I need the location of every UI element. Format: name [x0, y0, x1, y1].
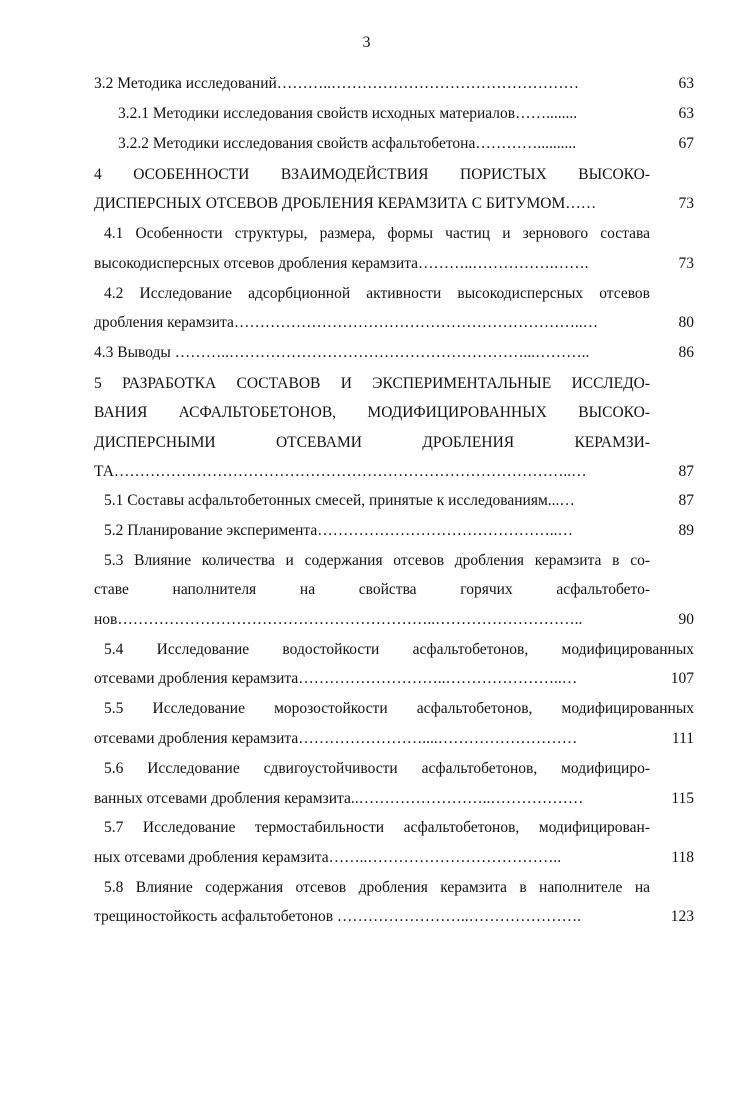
toc-entry-4-3-line-1: 4.3 Выводы ………..…………………………………………………...………..	[94, 344, 590, 361]
toc-entry-5-3-page: 90	[678, 611, 694, 628]
toc-entry-4-line-2: ДИСПЕРСНЫХ ОТСЕВОВ ДРОБЛЕНИЯ КЕРАМЗИТА С БИТУМОМ……	[94, 195, 597, 212]
toc-entry-5-8-line-1: 5.8 Влияние содержания отсевов дробления керамзита в наполнителе на	[104, 879, 650, 896]
toc-entry-5-line-2: ВАНИЯ АСФАЛЬТОБЕТОНОВ, МОДИФИЦИРОВАННЫХ ВЫСОКО-	[94, 404, 650, 421]
toc-entry-4-page: 73	[678, 195, 694, 212]
toc-entry-4-1-page: 73	[678, 255, 694, 272]
toc-entry-5-6-line-2: ванных отсевами дробления керамзита..……………………..………………	[94, 790, 584, 807]
toc-entry-5-5-line-1: 5.5 Исследование морозостойкости асфальтобетонов, модифицированных	[104, 700, 694, 717]
toc-entry-4-1-line-1: 4.1 Особенности структуры, размера, формы частиц и зернового состава	[104, 225, 650, 242]
toc-entry-4-1-line-2: высокодисперсных отсевов дробления керамзита………..…………….…….	[94, 255, 589, 272]
toc-entry-5-5-line-2: отсевами дробления керамзита……………………....………………………	[94, 730, 578, 747]
toc-entry-5-7-line-2: ных отсевами дробления керамзита……..………………………………..	[94, 849, 562, 866]
toc-entry-5-line-3: ДИСПЕРСНЫМИ ОТСЕВАМИ ДРОБЛЕНИЯ КЕРАМЗИ-	[94, 434, 650, 451]
toc-entry-5-6-line-1: 5.6 Исследование сдвигоустойчивости асфальтобетонов, модифициро-	[104, 760, 650, 777]
toc-entry-3-2-line-1: 3.2 Методика исследований………..…………………………………………	[94, 75, 580, 92]
toc-entry-5-8-line-2: трещиностойкость асфальтобетонов ……………………..………………….	[94, 908, 582, 925]
toc-entry-4-2-line-2: дробления керамзита…………………………………………………………..…	[94, 314, 599, 331]
toc-entry-3-2-page: 63	[678, 75, 694, 92]
toc-entry-5-2-page: 89	[678, 522, 694, 539]
toc-entry-5-5-page: 111	[671, 730, 694, 747]
toc-entry-5-7-page: 118	[671, 849, 694, 866]
toc-entry-5-line-1: 5 РАЗРАБОТКА СОСТАВОВ И ЭКСПЕРИМЕНТАЛЬНЫЕ ИССЛЕДО-	[94, 375, 650, 392]
toc-entry-4-2-line-1: 4.2 Исследование адсорбционной активности высокодисперсных отсевов	[104, 285, 650, 302]
toc-entry-5-4-line-2: отсевами дробления керамзита………………………..…………………..…	[94, 670, 578, 687]
toc-entry-5-line-4: ТА……………………………………………………………………………..…	[94, 463, 587, 480]
toc-entry-3-2-1-page: 63	[678, 105, 694, 122]
toc-entry-5-3-line-1: 5.3 Влияние количества и содержания отсевов дробления керамзита в со-	[104, 552, 650, 569]
toc-entry-3-2-1-line-1: 3.2.1 Методики исследования свойств исходных материалов……........	[118, 105, 578, 122]
toc-entry-3-2-2-page: 67	[678, 135, 694, 152]
toc-entry-5-3-line-2: ставе наполнителя на свойства горячих асфальтобето-	[94, 581, 650, 598]
toc-entry-5-6-page: 115	[671, 790, 694, 807]
toc-entry-5-3-line-3: нов……………………………………………………..………………………..	[94, 611, 583, 628]
toc-entry-4-line-1: 4 ОСОБЕННОСТИ ВЗАИМОДЕЙСТВИЯ ПОРИСТЫХ ВЫСОКО-	[94, 166, 650, 183]
toc-entry-5-7-line-1: 5.7 Исследование термостабильности асфальтобетонов, модифицирован-	[104, 819, 650, 836]
toc-entry-4-2-page: 80	[678, 314, 694, 331]
toc-entry-4-3-page: 86	[678, 344, 694, 361]
toc-entry-3-2-2-line-1: 3.2.2 Методики исследования свойств асфальтобетона…………..........	[118, 135, 577, 152]
toc-entry-5-1-page: 87	[678, 492, 694, 509]
toc-entry-5-2-line-1: 5.2 Планирование эксперимента………………………………………..…	[104, 522, 573, 539]
toc-entry-5-page: 87	[678, 463, 694, 480]
page-number: 3	[362, 34, 371, 51]
toc-entry-5-1-line-1: 5.1 Составы асфальтобетонных смесей, принятые к исследованиям...…	[104, 492, 575, 509]
toc-entry-5-4-page: 107	[670, 670, 694, 687]
toc-entry-5-4-line-1: 5.4 Исследование водостойкости асфальтобетонов, модифицированных	[104, 641, 694, 658]
toc-entry-5-8-page: 123	[670, 908, 694, 925]
